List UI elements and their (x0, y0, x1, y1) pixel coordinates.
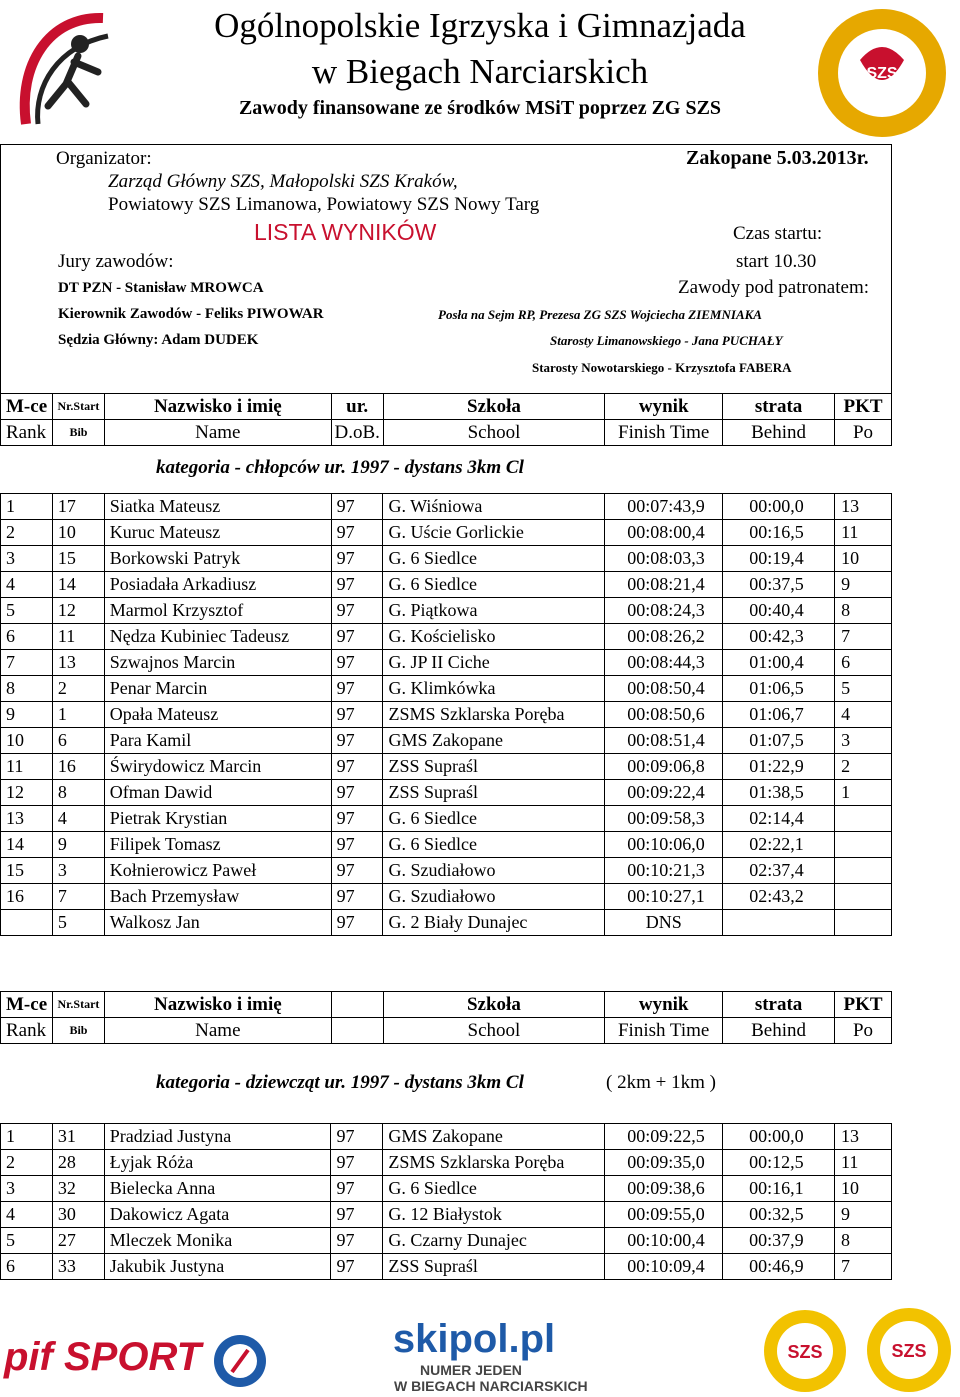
col-rank-en: Rank (1, 1018, 53, 1044)
table-row (1, 728, 892, 754)
category-boys: kategoria - chłopców ur. 1997 - dystans 3km Cl (156, 457, 524, 478)
school-cell: GMS Zakopane (383, 1124, 605, 1150)
col-points: PKT (835, 394, 892, 420)
rank-cell: 3 (1, 546, 53, 572)
bib-cell: 31 (52, 1124, 104, 1150)
year-cell: 97 (331, 806, 383, 832)
results-header (0, 393, 892, 446)
col-result: wynik (605, 394, 723, 420)
result-cell: 00:09:55,0 (605, 1202, 723, 1228)
col-school: Szkoła (383, 394, 605, 420)
info-frame-left (0, 144, 1, 394)
col-school-en: School (383, 1018, 605, 1044)
behind-cell: 00:00,0 (723, 494, 835, 520)
organizer-line-2: Powiatowy SZS Limanowa, Powiatowy SZS Nowy Targ (108, 194, 540, 215)
rank-cell: 11 (1, 754, 53, 780)
result-cell: 00:09:06,8 (605, 754, 723, 780)
bib-cell: 9 (52, 832, 104, 858)
school-cell: G. 6 Siedlce (383, 546, 605, 572)
points-cell: 7 (835, 1254, 892, 1280)
bib-cell: 30 (52, 1202, 104, 1228)
rank-cell: 2 (1, 520, 53, 546)
jury-member: Kierownik Zawodów - Feliks PIWOWAR (58, 306, 324, 322)
name-cell: Marmol Krzysztof (104, 598, 331, 624)
points-cell (835, 806, 892, 832)
pif-sport-logo: pif SPORT (4, 1335, 202, 1379)
school-cell: G. Szudiałowo (383, 858, 605, 884)
place-date: Zakopane 5.03.2013r. (686, 147, 869, 169)
name-cell: Nędza Kubiniec Tadeusz (104, 624, 331, 650)
rank-cell: 9 (1, 702, 53, 728)
result-cell: 00:08:24,3 (605, 598, 723, 624)
col-bib-en: Bib (52, 1018, 104, 1044)
points-cell: 11 (835, 1150, 892, 1176)
patron: Starosty Limanowskiego - Jana PUCHAŁY (550, 333, 783, 348)
school-cell: ZSS Supraśl (383, 780, 605, 806)
rank-cell (1, 910, 53, 936)
results-table-boys (0, 493, 892, 936)
rank-cell: 7 (1, 650, 53, 676)
result-cell: 00:10:27,1 (605, 884, 723, 910)
bib-cell: 32 (52, 1176, 104, 1202)
col-points: PKT (835, 992, 892, 1018)
behind-cell: 02:14,4 (723, 806, 835, 832)
table-row (1, 650, 892, 676)
points-cell: 2 (835, 754, 892, 780)
result-cell: 00:08:51,4 (605, 728, 723, 754)
behind-cell: 02:22,1 (723, 832, 835, 858)
year-cell: 97 (331, 884, 383, 910)
name-cell: Łyjak Róża (104, 1150, 331, 1176)
behind-cell: 01:22,9 (723, 754, 835, 780)
year-cell: 97 (331, 572, 383, 598)
bib-cell: 16 (52, 754, 104, 780)
bib-cell: 11 (52, 624, 104, 650)
year-cell: 97 (331, 1150, 383, 1176)
table-row (1, 754, 892, 780)
col-name-en: Name (104, 1018, 331, 1044)
col-behind: strata (723, 394, 835, 420)
table-row (1, 806, 892, 832)
col-bib: Nr.Start (52, 992, 104, 1018)
col-school: Szkoła (383, 992, 605, 1018)
results-header-girls (0, 991, 892, 1044)
school-cell: ZSMS Szklarska Poręba (383, 1150, 605, 1176)
behind-cell: 00:00,0 (723, 1124, 835, 1150)
year-cell: 97 (331, 1202, 383, 1228)
points-cell (835, 832, 892, 858)
points-cell: 10 (835, 546, 892, 572)
bib-cell: 2 (52, 676, 104, 702)
bib-cell: 6 (52, 728, 104, 754)
school-cell: ZSS Supraśl (383, 1254, 605, 1280)
table-row (1, 546, 892, 572)
name-cell: Dakowicz Agata (104, 1202, 331, 1228)
year-cell: 97 (331, 676, 383, 702)
funding-line: Zawody finansowane ze środków MSiT poprzez ZG SZS (238, 97, 722, 119)
table-row (1, 858, 892, 884)
table-row (1, 624, 892, 650)
points-cell: 9 (835, 572, 892, 598)
table-row (1, 1176, 892, 1202)
rank-cell: 8 (1, 676, 53, 702)
col-result-en: Finish Time (605, 420, 723, 446)
name-cell: Borkowski Patryk (104, 546, 331, 572)
school-cell: G. 6 Siedlce (383, 806, 605, 832)
name-cell: Kuruc Mateusz (104, 520, 331, 546)
seal-center-text: SZS (866, 65, 898, 82)
bib-cell: 15 (52, 546, 104, 572)
col-points-en: Po (835, 1018, 892, 1044)
behind-cell (723, 910, 835, 936)
rank-cell: 4 (1, 572, 53, 598)
points-cell: 13 (835, 1124, 892, 1150)
points-cell: 1 (835, 780, 892, 806)
result-cell: 00:08:50,4 (605, 676, 723, 702)
result-cell: 00:09:35,0 (605, 1150, 723, 1176)
points-cell (835, 910, 892, 936)
bib-cell: 8 (52, 780, 104, 806)
result-cell: 00:08:00,4 (605, 520, 723, 546)
table-row (1, 1150, 892, 1176)
name-cell: Mleczek Monika (104, 1228, 331, 1254)
table-row (1, 832, 892, 858)
rank-cell: 5 (1, 1228, 53, 1254)
bib-cell: 1 (52, 702, 104, 728)
col-school-en: School (383, 420, 605, 446)
name-cell: Kołnierowicz Paweł (104, 858, 331, 884)
school-cell: ZSS Supraśl (383, 754, 605, 780)
skipol-logo: skipol.pl (392, 1317, 556, 1361)
school-cell: G. 2 Biały Dunajec (383, 910, 605, 936)
col-result-en: Finish Time (605, 1018, 723, 1044)
bib-cell: 7 (52, 884, 104, 910)
name-cell: Posiadała Arkadiusz (104, 572, 331, 598)
name-cell: Bielecka Anna (104, 1176, 331, 1202)
points-cell (835, 858, 892, 884)
col-year: ur. (331, 394, 383, 420)
table-row (1, 780, 892, 806)
behind-cell: 00:46,9 (723, 1254, 835, 1280)
behind-cell: 02:43,2 (723, 884, 835, 910)
col-name: Nazwisko i imię (104, 394, 331, 420)
result-cell: 00:10:09,4 (605, 1254, 723, 1280)
rank-cell: 15 (1, 858, 53, 884)
school-cell: G. Wiśniowa (383, 494, 605, 520)
behind-cell: 02:37,4 (723, 858, 835, 884)
behind-cell: 00:16,1 (723, 1176, 835, 1202)
bib-cell: 3 (52, 858, 104, 884)
bib-cell: 10 (52, 520, 104, 546)
title-line-2: w Biegach Narciarskich (311, 52, 649, 91)
distance-note: ( 2km + 1km ) (606, 1072, 716, 1093)
ski-club-badge (212, 1330, 268, 1392)
result-cell: 00:09:22,5 (605, 1124, 723, 1150)
results-table-girls (0, 1123, 892, 1280)
points-cell: 7 (835, 624, 892, 650)
jury-member: DT PZN - Stanisław MROWCA (58, 280, 264, 296)
table-row (1, 572, 892, 598)
year-cell: 97 (331, 754, 383, 780)
table-row (1, 1202, 892, 1228)
name-cell: Siatka Mateusz (104, 494, 331, 520)
points-cell: 6 (835, 650, 892, 676)
result-cell: 00:09:22,4 (605, 780, 723, 806)
school-cell: G. Kościelisko (383, 624, 605, 650)
result-cell: 00:10:21,3 (605, 858, 723, 884)
year-cell: 97 (331, 546, 383, 572)
year-cell: 97 (331, 1254, 383, 1280)
col-year-empty (331, 992, 383, 1018)
organizer-line-1: Zarząd Główny SZS, Małopolski SZS Kraków, (108, 171, 458, 192)
school-cell: G. Piątkowa (383, 598, 605, 624)
name-cell: Filipek Tomasz (104, 832, 331, 858)
result-cell: 00:08:26,2 (605, 624, 723, 650)
category-girls: kategoria - dziewcząt ur. 1997 - dystans 3km Cl (156, 1072, 524, 1093)
rank-cell: 13 (1, 806, 53, 832)
name-cell: Penar Marcin (104, 676, 331, 702)
result-cell: 00:08:50,6 (605, 702, 723, 728)
behind-cell: 00:19,4 (723, 546, 835, 572)
bib-cell: 33 (52, 1254, 104, 1280)
year-cell: 97 (331, 1176, 383, 1202)
points-cell: 3 (835, 728, 892, 754)
col-year-en: D.oB. (331, 420, 383, 446)
points-cell: 11 (835, 520, 892, 546)
table-row (1, 702, 892, 728)
info-frame-right (891, 144, 892, 394)
points-cell: 10 (835, 1176, 892, 1202)
col-rank-en: Rank (1, 420, 53, 446)
year-cell: 97 (331, 520, 383, 546)
table-row (1, 910, 892, 936)
table-row (1, 494, 892, 520)
bib-cell: 12 (52, 598, 104, 624)
patron: Starosty Nowotarskiego - Krzysztofa FABERA (532, 360, 792, 375)
behind-cell: 01:06,5 (723, 676, 835, 702)
points-cell: 13 (835, 494, 892, 520)
szs-badge-a (760, 1308, 850, 1394)
badge-b-text: SZS (891, 1341, 927, 1361)
rank-cell: 5 (1, 598, 53, 624)
school-cell: G. JP II Ciche (383, 650, 605, 676)
list-title: LISTA WYNIKÓW (254, 219, 437, 245)
jury-label: Jury zawodów: (58, 251, 174, 272)
rank-cell: 12 (1, 780, 53, 806)
header-row-en (1, 420, 892, 446)
name-cell: Opała Mateusz (104, 702, 331, 728)
result-cell: 00:10:06,0 (605, 832, 723, 858)
rank-cell: 16 (1, 884, 53, 910)
bib-cell: 28 (52, 1150, 104, 1176)
school-cell: G. 12 Białystok (383, 1202, 605, 1228)
bib-cell: 5 (52, 910, 104, 936)
rank-cell: 1 (1, 1124, 53, 1150)
school-cell: G. 6 Siedlce (383, 832, 605, 858)
points-cell: 8 (835, 1228, 892, 1254)
table-row (1, 884, 892, 910)
name-cell: Walkosz Jan (104, 910, 331, 936)
col-behind-en: Behind (723, 420, 835, 446)
info-frame-top (0, 144, 892, 145)
rank-cell: 2 (1, 1150, 53, 1176)
result-cell: 00:08:21,4 (605, 572, 723, 598)
school-cell: G. 6 Siedlce (383, 572, 605, 598)
patronage-label: Zawody pod patronatem: (678, 277, 870, 298)
behind-cell: 01:00,4 (723, 650, 835, 676)
skipol-tagline-1: NUMER JEDEN (420, 1362, 522, 1378)
table-row (1, 1254, 892, 1280)
year-cell: 97 (331, 728, 383, 754)
year-cell: 97 (331, 1124, 383, 1150)
behind-cell: 01:06,7 (723, 702, 835, 728)
bib-cell: 17 (52, 494, 104, 520)
year-cell: 97 (331, 702, 383, 728)
table-row (1, 520, 892, 546)
col-points-en: Po (835, 420, 892, 446)
points-cell: 9 (835, 1202, 892, 1228)
header-row-en (1, 1018, 892, 1044)
bib-cell: 27 (52, 1228, 104, 1254)
year-cell: 97 (331, 780, 383, 806)
col-result: wynik (605, 992, 723, 1018)
result-cell: 00:09:58,3 (605, 806, 723, 832)
col-name: Nazwisko i imię (104, 992, 331, 1018)
header-row-pl (1, 992, 892, 1018)
rank-cell: 1 (1, 494, 53, 520)
table-row (1, 1228, 892, 1254)
title-line-1: Ogólnopolskie Igrzyska i Gimnazjada (214, 6, 746, 45)
name-cell: Bach Przemysław (104, 884, 331, 910)
name-cell: Ofman Dawid (104, 780, 331, 806)
rank-cell: 14 (1, 832, 53, 858)
rank-cell: 6 (1, 624, 53, 650)
result-cell: 00:08:44,3 (605, 650, 723, 676)
points-cell: 4 (835, 702, 892, 728)
result-cell: DNS (605, 910, 723, 936)
col-rank: M-ce (1, 992, 53, 1018)
name-cell: Para Kamil (104, 728, 331, 754)
start-time: start 10.30 (736, 251, 817, 272)
behind-cell: 00:12,5 (723, 1150, 835, 1176)
col-bib-en: Bib (52, 420, 104, 446)
year-cell: 97 (331, 832, 383, 858)
rank-cell: 3 (1, 1176, 53, 1202)
behind-cell: 00:42,3 (723, 624, 835, 650)
name-cell: Świrydowicz Marcin (104, 754, 331, 780)
bib-cell: 14 (52, 572, 104, 598)
points-cell: 8 (835, 598, 892, 624)
result-cell: 00:10:00,4 (605, 1228, 723, 1254)
year-cell: 97 (331, 910, 383, 936)
school-cell: GMS Zakopane (383, 728, 605, 754)
bib-cell: 4 (52, 806, 104, 832)
skipol-tagline-2: W BIEGACH NARCIARSKICH (394, 1378, 588, 1394)
table-row (1, 598, 892, 624)
school-cell: G. Szudiałowo (383, 884, 605, 910)
col-rank: M-ce (1, 394, 53, 420)
col-behind-en: Behind (723, 1018, 835, 1044)
year-cell: 97 (331, 650, 383, 676)
behind-cell: 00:37,9 (723, 1228, 835, 1254)
organizer-label: Organizator: (56, 148, 152, 169)
result-cell: 00:08:03,3 (605, 546, 723, 572)
table-row (1, 676, 892, 702)
col-behind: strata (723, 992, 835, 1018)
school-cell: G. Uście Gorlickie (383, 520, 605, 546)
rank-cell: 6 (1, 1254, 53, 1280)
school-cell: G. Klimkówka (383, 676, 605, 702)
behind-cell: 00:40,4 (723, 598, 835, 624)
year-cell: 97 (331, 624, 383, 650)
year-cell: 97 (331, 1228, 383, 1254)
year-cell: 97 (331, 858, 383, 884)
year-cell: 97 (331, 598, 383, 624)
points-cell (835, 884, 892, 910)
header-row-pl (1, 394, 892, 420)
bib-cell: 13 (52, 650, 104, 676)
name-cell: Jakubik Justyna (104, 1254, 331, 1280)
rank-cell: 4 (1, 1202, 53, 1228)
name-cell: Pietrak Krystian (104, 806, 331, 832)
col-name-en: Name (104, 420, 331, 446)
szs-badge-b (862, 1306, 956, 1394)
behind-cell: 00:16,5 (723, 520, 835, 546)
start-label: Czas startu: (733, 223, 823, 244)
behind-cell: 00:32,5 (723, 1202, 835, 1228)
jury-member: Sędzia Główny: Adam DUDEK (58, 332, 259, 348)
name-cell: Szwajnos Marcin (104, 650, 331, 676)
school-cell: G. Czarny Dunajec (383, 1228, 605, 1254)
behind-cell: 01:07,5 (723, 728, 835, 754)
school-cell: ZSMS Szklarska Poręba (383, 702, 605, 728)
col-year-en-empty (331, 1018, 383, 1044)
behind-cell: 01:38,5 (723, 780, 835, 806)
name-cell: Pradziad Justyna (104, 1124, 331, 1150)
points-cell: 5 (835, 676, 892, 702)
badge-a-text: SZS (787, 1342, 823, 1362)
result-cell: 00:09:38,6 (605, 1176, 723, 1202)
rank-cell: 10 (1, 728, 53, 754)
school-cell: G. 6 Siedlce (383, 1176, 605, 1202)
patron: Posła na Sejm RP, Prezesa ZG SZS Wojciecha ZIEMNIAKA (438, 307, 762, 322)
table-row (1, 1124, 892, 1150)
behind-cell: 00:37,5 (723, 572, 835, 598)
col-bib: Nr.Start (52, 394, 104, 420)
result-cell: 00:07:43,9 (605, 494, 723, 520)
year-cell: 97 (331, 494, 383, 520)
